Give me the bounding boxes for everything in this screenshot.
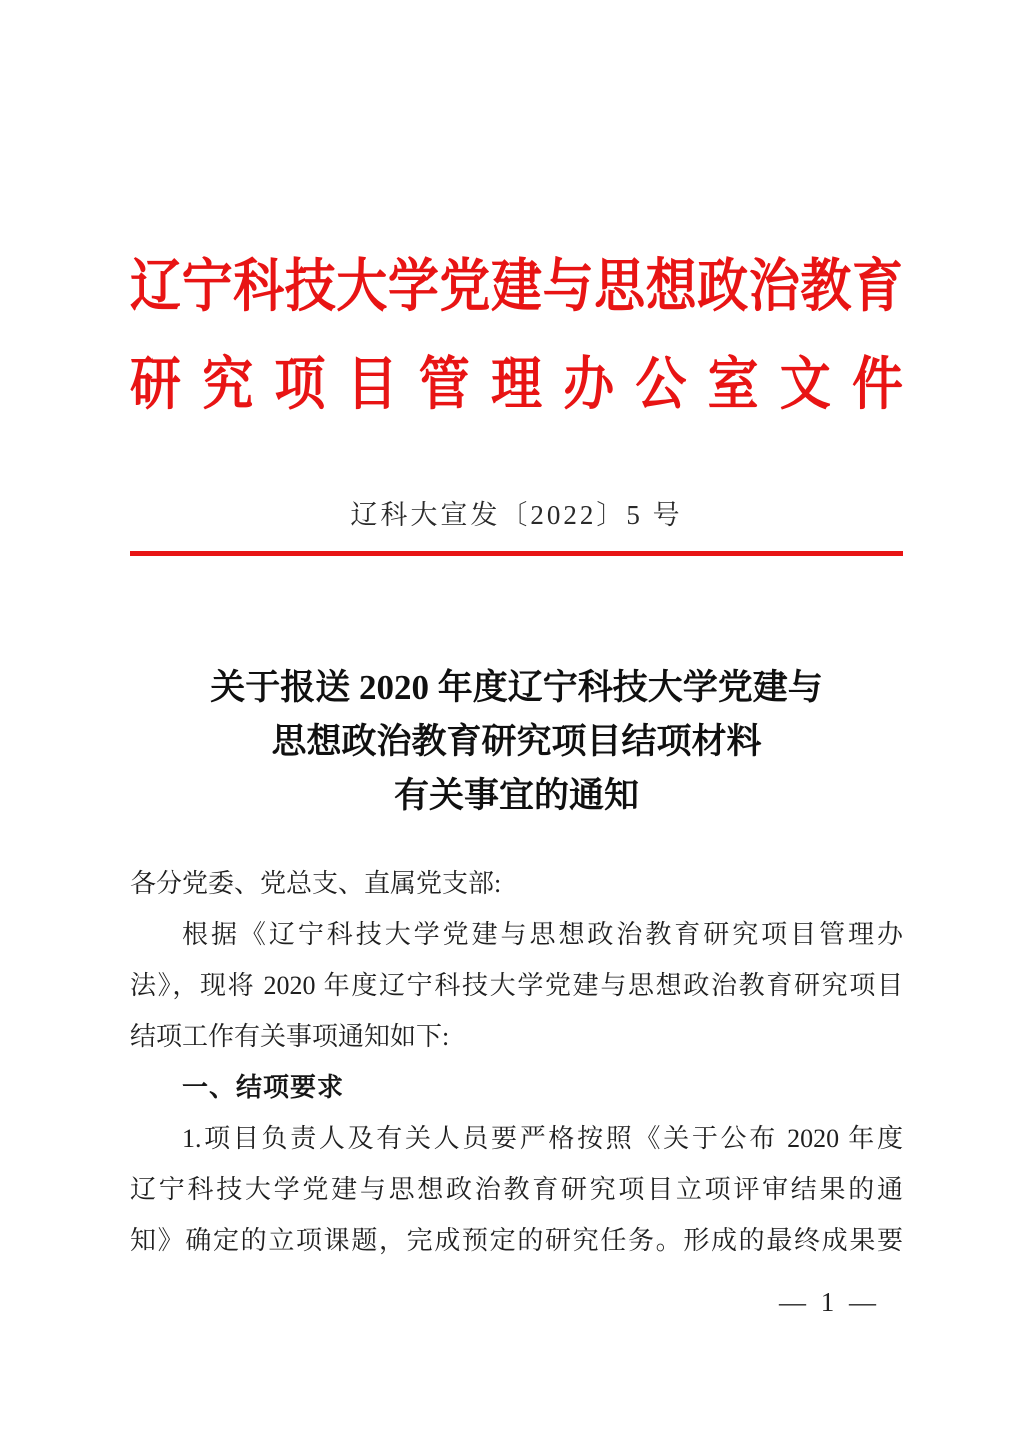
paragraph-1-line-3: 结项工作有关事项通知如下: <box>130 1022 450 1051</box>
item-1-line-1: 1.项目负责人及有关人员要严格按照《关于公布 2020 年度 <box>182 1124 903 1153</box>
paragraph-1-line-2: 法》，现将 2020 年度辽宁科技大学党建与思想政治教育研究项目 <box>130 971 903 1000</box>
salutation: 各分党委、党总支、直属党支部: <box>130 869 502 898</box>
page-number: — 1 — <box>779 1287 880 1317</box>
letterhead-line-1: 辽宁科技大学党建与思想政治教育 <box>130 256 903 319</box>
notice-title <box>130 661 903 823</box>
item-1-line-3: 知》确定的立项课题，完成预定的研究任务。形成的最终成果要 <box>130 1226 903 1255</box>
section-1-heading: 一、结项要求 <box>182 1072 345 1102</box>
notice-title-line-2: 思想政治教育研究项目结项材料 <box>271 722 762 761</box>
doc-number: 辽科大宣发〔2022〕5 号 <box>350 500 683 530</box>
item-1-line-2: 辽宁科技大学党建与思想政治教育研究项目立项评审结果的通 <box>130 1175 903 1204</box>
notice-title-line-3: 有关事宜的通知 <box>393 776 639 815</box>
red-divider-rule <box>130 551 903 556</box>
paragraph-1-line-1: 根据《辽宁科技大学党建与思想政治教育研究项目管理办 <box>182 920 903 949</box>
letterhead-line-2: 研究项目管理办公室文件 <box>130 354 903 417</box>
notice-title-line-1: 关于报送 2020 年度辽宁科技大学党建与 <box>210 668 823 707</box>
notice-body <box>130 858 903 1266</box>
